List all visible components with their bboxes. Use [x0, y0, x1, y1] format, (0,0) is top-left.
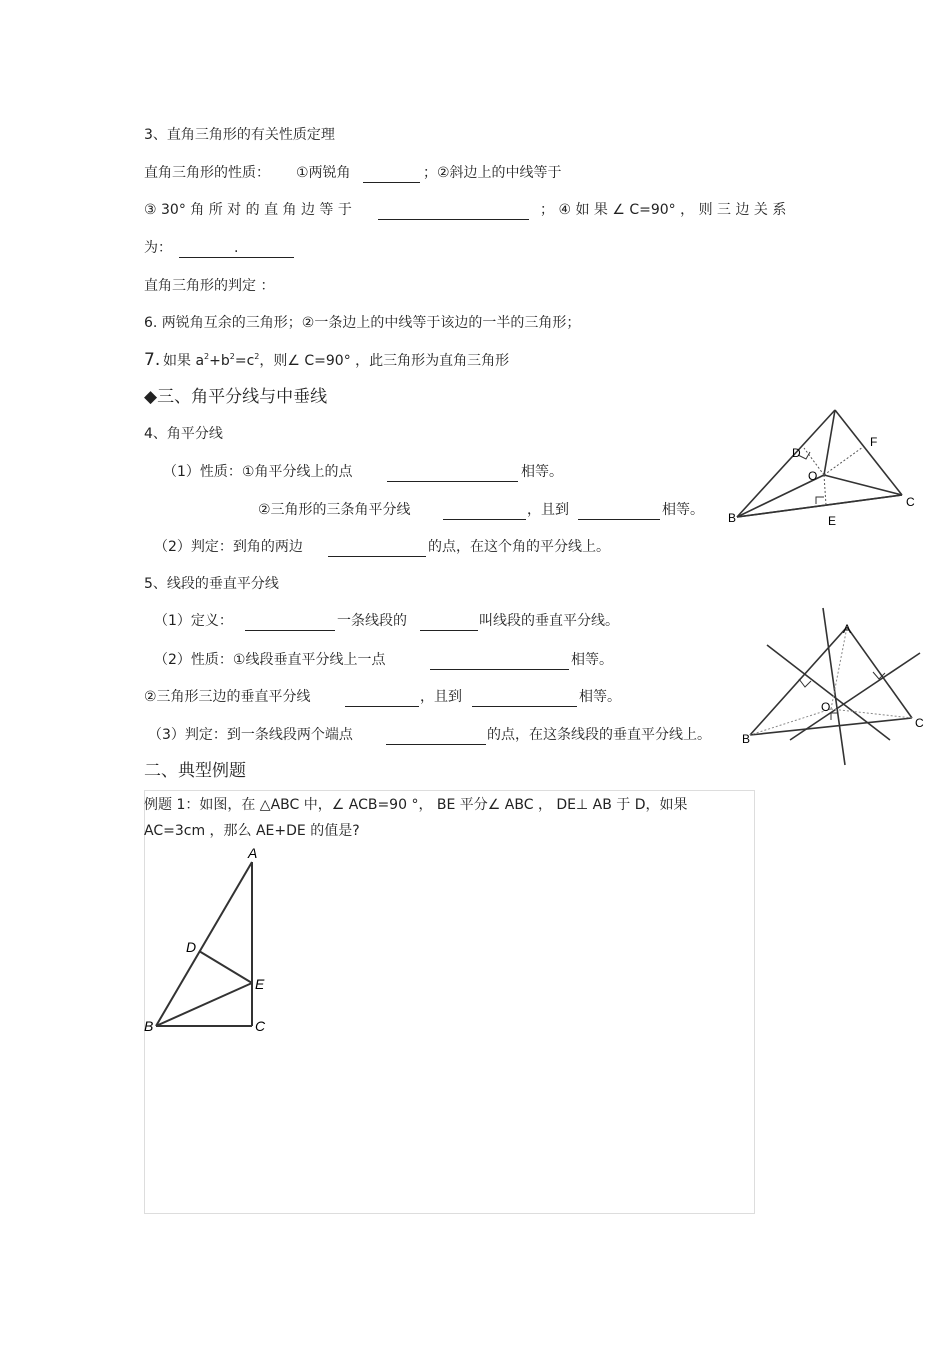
fig2-label-c: C: [915, 716, 924, 730]
s5-definition-mid: 一条线段的: [337, 613, 407, 629]
fig3-label-b: B: [144, 1018, 154, 1034]
blank-5: [443, 519, 526, 520]
property-3: ③ 30° 角 所 对 的 直 角 边 等 于: [144, 202, 352, 218]
section-4-title: 4、角平分线: [144, 426, 223, 442]
s4-property-2-mid: ，且到: [527, 502, 569, 518]
s4-property-1-end: 相等。: [521, 464, 563, 480]
angle-bisector-figure: [720, 400, 930, 535]
blank-11: [345, 706, 419, 707]
blank-3: [179, 257, 294, 258]
s5-judgement: （3）判定：到一条线段两个端点: [148, 727, 353, 743]
judgement-6: 6. 两锐角互余的三角形；②一条边上的中线等于该边的一半的三角形；: [144, 315, 581, 331]
judgement-label: 直角三角形的判定 ：: [144, 278, 275, 294]
property-4-cont: 为：: [144, 240, 172, 256]
s4-property-2-end: 相等。: [662, 502, 704, 518]
example-1-line-2: AC=3cm ，那么 AE+DE 的值是?: [144, 823, 360, 839]
blank-9: [420, 630, 478, 631]
judgement-7: 如果 $a^2+b^2=c^2$，则∠ C=90° ，此三角形为直角三角形: [163, 352, 510, 369]
blank-7: [328, 556, 426, 557]
section-3-title: 3、直角三角形的有关性质定理: [144, 127, 335, 143]
perpendicular-bisector-figure: [735, 605, 935, 770]
blank-13: [386, 744, 486, 745]
s4-property-1: （1）性质：①角平分线上的点: [163, 464, 353, 480]
fig1-label-o: O: [808, 469, 818, 483]
fig1-label-c: C: [906, 495, 915, 509]
fig3-label-c: C: [255, 1018, 266, 1034]
fig1-label-e: E: [828, 514, 837, 528]
properties-label: 直角三角形的性质：: [144, 165, 270, 181]
blank-12: [472, 706, 577, 707]
fig2-label-a: A: [843, 622, 852, 636]
blank-6: [578, 519, 660, 520]
blank-2: [378, 219, 529, 220]
example-triangle-figure: [140, 840, 280, 1040]
s5-judgement-end: 的点，在这条线段的垂直平分线上。: [487, 727, 711, 743]
property-2: ；②斜边上的中线等于: [423, 165, 562, 181]
blank-3-dot: .: [234, 240, 239, 256]
part-3-heading: ◆三、角平分线与中垂线: [144, 387, 328, 407]
fig2-label-o: O: [821, 700, 831, 714]
blank-8: [245, 630, 335, 631]
judgement-7-num: 7.: [144, 350, 161, 370]
fig2-label-b: B: [742, 732, 751, 746]
s5-property-2-end: 相等。: [579, 689, 621, 705]
property-4: ； ④ 如 果 ∠ C=90° ， 则 三 边 关 系: [540, 202, 787, 218]
example-1-line-1: 例题 1：如图，在 △ABC 中，∠ ACB=90 °， BE 平分∠ ABC ， DE⊥ AB 于 D，如果: [144, 797, 688, 813]
fig3-label-e: E: [255, 976, 265, 992]
s5-property-1-end: 相等。: [571, 652, 613, 668]
fig3-label-d: D: [186, 939, 197, 955]
s5-definition-end: 叫线段的垂直平分线。: [479, 613, 619, 629]
s5-property-2-mid: ，且到: [420, 689, 462, 705]
property-1: ①两锐角: [296, 165, 351, 181]
s5-definition: （1）定义：: [154, 613, 233, 629]
s5-property-1: （2）性质：①线段垂直平分线上一点: [154, 652, 386, 668]
blank-10: [430, 669, 569, 670]
part-2-heading: 二、典型例题: [144, 761, 246, 781]
s4-judgement: （2）判定：到角的两边: [154, 539, 303, 555]
s4-property-2: ②三角形的三条角平分线: [258, 502, 411, 518]
s5-property-2: ②三角形三边的垂直平分线: [144, 689, 311, 705]
blank-4: [387, 481, 518, 482]
fig1-label-b: B: [728, 511, 737, 525]
blank-1: [363, 182, 420, 183]
fig1-label-f: F: [870, 435, 878, 449]
section-5-title: 5、线段的垂直平分线: [144, 576, 279, 592]
fig3-label-a: A: [248, 845, 258, 861]
fig1-label-d: D: [792, 446, 801, 460]
s4-judgement-end: 的点，在这个角的平分线上。: [428, 539, 610, 555]
